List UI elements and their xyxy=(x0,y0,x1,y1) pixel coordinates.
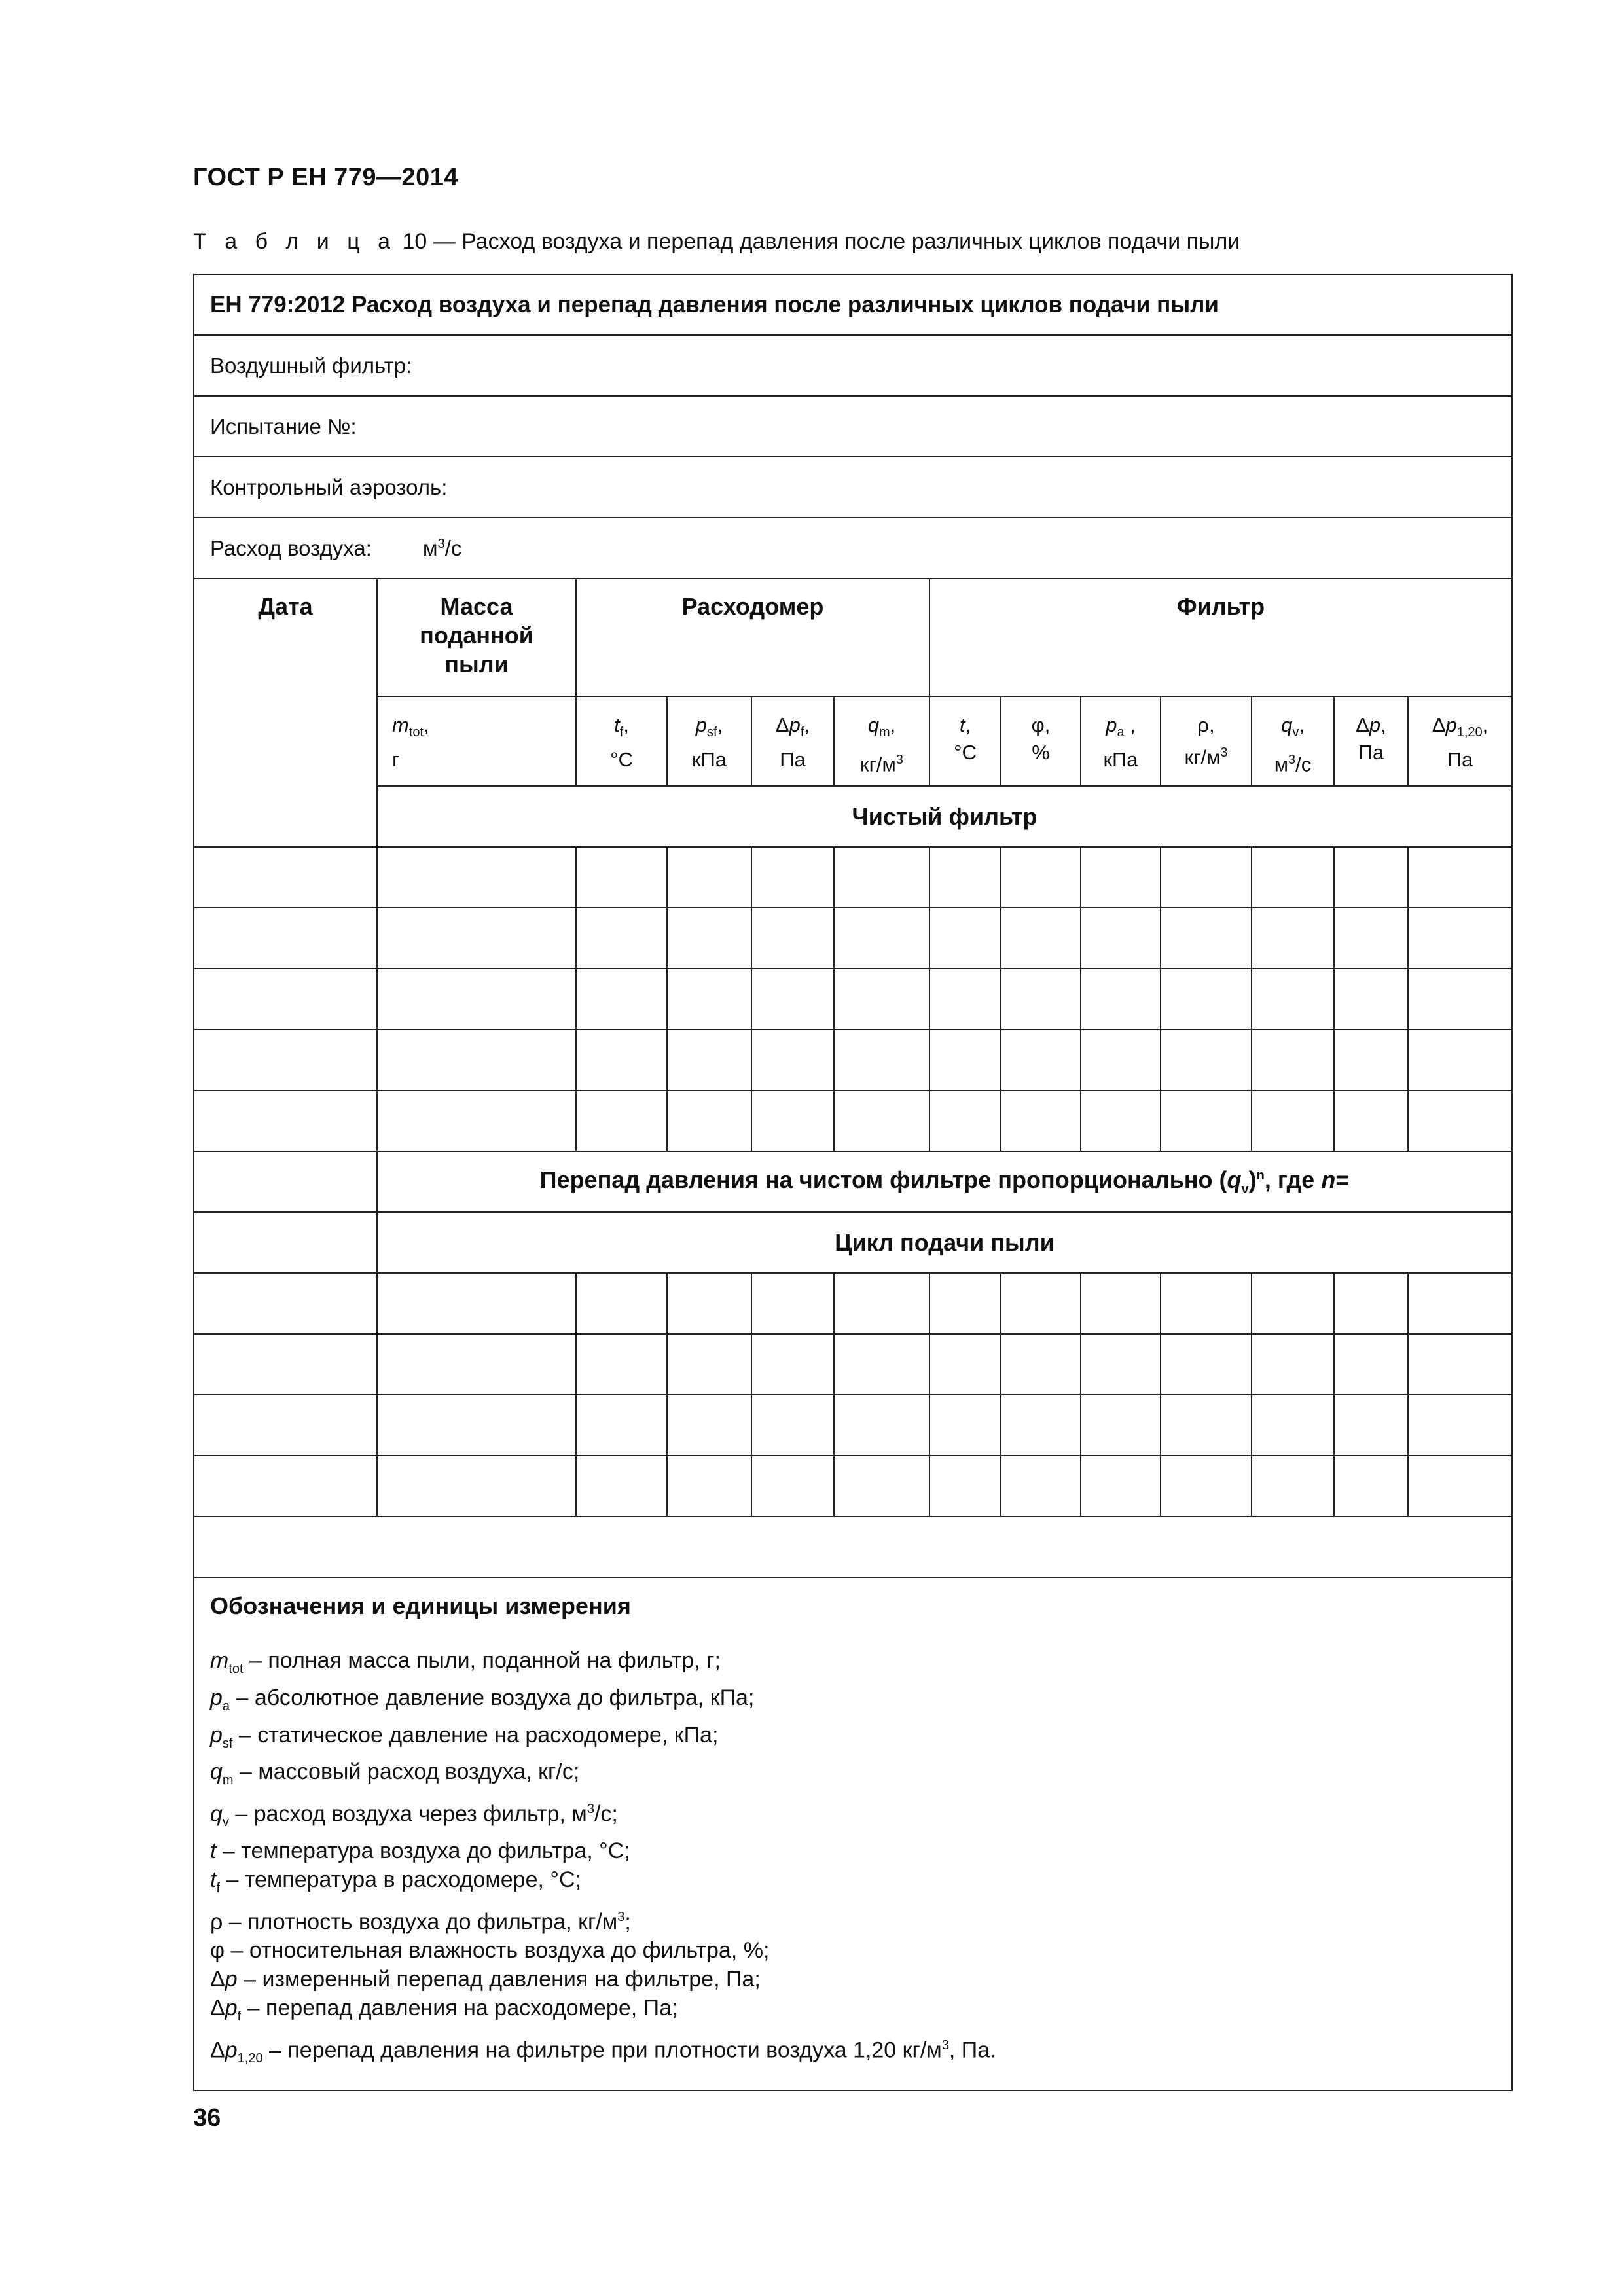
table-row[interactable] xyxy=(194,1030,1512,1090)
legend-item: $q_v$ – расход воздуха через фильтр, $м^3/с$; xyxy=(210,1801,618,1830)
table-caption xyxy=(193,229,1240,255)
dust-cycle-section: Цикл подачи пыли xyxy=(377,1212,1512,1273)
table-cell[interactable] xyxy=(194,1212,377,1273)
document-header: ГОСТ Р ЕН 779—2014 xyxy=(193,164,459,191)
col-date-header: Дата xyxy=(194,579,377,847)
table-row[interactable] xyxy=(194,1456,1512,1516)
unit-dp: Δp, Па xyxy=(1334,696,1408,786)
unit-dpf: $\Delta p_f$, Па xyxy=(751,696,834,786)
table-title: ЕН 779:2012 Расход воздуха и перепад давления после различных циклов подачи пыли xyxy=(194,274,1512,335)
col-flowmeter-header: Расходомер xyxy=(576,579,929,696)
legend-item: $t_f$ – температура в расходомере, °С; xyxy=(210,1867,581,1896)
unit-dp120: $\Delta p_{1,20}$, Па xyxy=(1408,696,1512,786)
unit-rho: ρ, $кг/м^3$ xyxy=(1161,696,1252,786)
blank-row[interactable] xyxy=(194,1516,1512,1577)
unit-phi: φ, % xyxy=(1001,696,1081,786)
legend-item: $p_{sf}$ – статическое давление на расходомере, кПа; xyxy=(210,1722,719,1751)
table-row[interactable] xyxy=(194,908,1512,969)
col-filter-header: Фильтр xyxy=(929,579,1512,696)
caption-text: 10 — Расход воздуха и перепад давления после различных циклов подачи пыли xyxy=(402,229,1240,254)
table-row[interactable] xyxy=(194,1090,1512,1151)
legend-list xyxy=(210,1646,1496,2073)
col-mass-header: Масса поданной пыли xyxy=(377,579,576,696)
legend-title: Обозначения и единицы измерения xyxy=(210,1592,631,1619)
page-number: 36 xyxy=(193,2104,221,2132)
legend-item: $\Delta p_{1,20}$ – перепад давления на фильтре при плотности воздуха 1,20 $кг/м^3$, Па. xyxy=(210,2037,996,2066)
table-cell[interactable] xyxy=(194,1151,377,1212)
clean-filter-section: Чистый фильтр xyxy=(377,786,1512,847)
table-row[interactable] xyxy=(194,847,1512,908)
air-filter-field[interactable]: Воздушный фильтр: xyxy=(194,335,1512,396)
airflow-unit: м xyxy=(422,535,438,560)
legend-item: $m_{tot}$ – полная масса пыли, поданной на фильтр, г; xyxy=(210,1648,721,1676)
legend-item: $q_m$ – массовый расход воздуха, кг/с; xyxy=(210,1759,580,1788)
airflow-field[interactable]: Расход воздуха: $м^3/с$ xyxy=(194,518,1512,579)
unit-qv: $q_v$, $м^3/с$ xyxy=(1252,696,1334,786)
table-row[interactable] xyxy=(194,1273,1512,1334)
legend-item: ρ – плотность воздуха до фильтра, $кг/м^3$; xyxy=(210,1909,631,1935)
legend-item: t – температура воздуха до фильтра, °С; xyxy=(210,1839,630,1864)
table-row[interactable] xyxy=(194,969,1512,1030)
unit-psf: $p_{sf}$, кПа xyxy=(667,696,751,786)
test-number-field[interactable]: Испытание №: xyxy=(194,396,1512,457)
test-aerosol-field[interactable]: Контрольный аэрозоль: xyxy=(194,457,1512,518)
dust-loading-table xyxy=(193,274,1513,2091)
legend-item: $\Delta p_f$ – перепад давления на расходомере, Па; xyxy=(210,1996,678,2024)
unit-pa: $p_a$ , кПа xyxy=(1081,696,1161,786)
table-row[interactable] xyxy=(194,1334,1512,1395)
unit-tf: $t_f$, °С xyxy=(576,696,667,786)
legend-box xyxy=(194,1577,1512,2090)
legend-item: φ – относительная влажность воздуха до фильтра, %; xyxy=(210,1938,770,1964)
legend-item: Δp – измеренный перепад давления на фильтре, Па; xyxy=(210,1967,761,1992)
pressure-drop-exponent-row[interactable]: Перепад давления на чистом фильтре пропорционально $(q_v)^n$, где n= xyxy=(377,1151,1512,1212)
unit-t: t, °С xyxy=(929,696,1001,786)
unit-qm: $q_m$, $кг/м^3$ xyxy=(834,696,929,786)
legend-item: $p_a$ – абсолютное давление воздуха до фильтра, кПа; xyxy=(210,1685,755,1713)
airflow-label: Расход воздуха: xyxy=(210,535,372,560)
table-row[interactable] xyxy=(194,1395,1512,1456)
caption-prefix: Т а б л и ц а xyxy=(193,229,397,254)
unit-mtot: $m_{tot}$, г xyxy=(377,696,576,786)
